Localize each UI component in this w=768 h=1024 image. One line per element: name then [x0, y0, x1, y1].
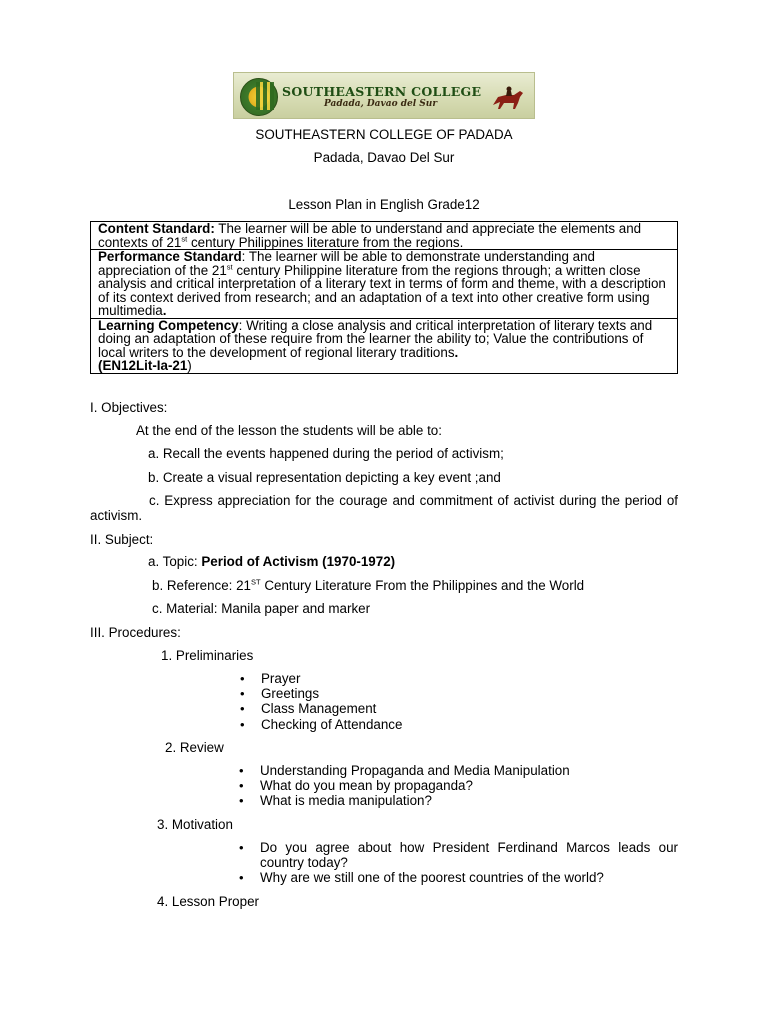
learning-competency-label: Learning Competency [98, 317, 239, 333]
list-item: • Understanding Propaganda and Media Manipulation [239, 763, 570, 778]
content-standard-text-end: century Philippines literature from the regions. [187, 234, 464, 250]
performance-standard-label: Performance Standard [98, 249, 242, 264]
horse-rider-icon [490, 83, 526, 111]
standards-table [90, 221, 678, 374]
performance-standard-text: : The learner will be able to demonstrate understanding and appreciation of the 21 [98, 249, 595, 278]
performance-standard-period: . [162, 303, 167, 318]
motivation-title: 3. Motivation [157, 817, 233, 832]
subject-heading: II. Subject: [90, 532, 154, 547]
banner-title: SOUTHEASTERN COLLEGE [282, 84, 482, 99]
learning-competency-period: . [454, 344, 459, 360]
subject-material: c. Material: Manila paper and marker [152, 601, 371, 616]
objective-a: a. Recall the events happened during the period of activism; [148, 446, 504, 461]
content-standard-text: The learner will be able to understand and appreciate the elements and contexts of 21 [98, 221, 642, 250]
list-item: • What do you mean by propaganda? [239, 778, 570, 793]
performance-standard-cell [91, 250, 677, 319]
motivation-list [239, 840, 678, 886]
list-item: • Class Management [240, 701, 402, 716]
topic-label: a. Topic: [148, 554, 202, 569]
performance-standard-text-end: century Philippine literature from the regions through; a written close analysis and critical interpretation of a literary text in terms of form and theme, with a description of its context derived from research; and an adaptation of a text into other creative form using multimedia [98, 262, 666, 318]
list-item: • Do you agree about how President Ferdinand Marcos leads our country today? [239, 840, 678, 870]
learning-competency-close: ) [187, 358, 192, 373]
learning-competency-text: : Writing a close analysis and critical interpretation of literary texts and doing an adaptation of these require from the learner the ability to; Value the contributions of local writers to the development of regional literary traditions [98, 317, 653, 360]
school-location: Padada, Davao Del Sur [313, 150, 455, 165]
objective-b: b. Create a visual representation depicting a key event ;and [148, 470, 501, 485]
preliminaries-list [240, 671, 402, 732]
content-standard-sup: st [181, 234, 188, 244]
subject-reference [152, 578, 584, 593]
content-standard-cell [91, 222, 677, 250]
objective-c: c. Express appreciation for the courage and commitment of activist during the period of activism. [90, 493, 678, 523]
reference-sup: ST [251, 577, 261, 587]
subject-topic [148, 554, 395, 569]
list-item: • Greetings [240, 686, 402, 701]
reference-label: b. Reference: 21 [152, 578, 252, 593]
preliminaries-title: 1. Preliminaries [161, 648, 254, 663]
performance-standard-sup: st [226, 262, 233, 272]
content-standard-label: Content Standard: [98, 221, 215, 236]
list-item: • Why are we still one of the poorest countries of the world? [239, 870, 678, 885]
list-item: • Prayer [240, 671, 402, 686]
learning-competency-code: (EN12Lit-Ia-21 [98, 358, 188, 373]
objectives-intro: At the end of the lesson the students will be able to: [136, 423, 442, 438]
review-title: 2. Review [165, 740, 224, 755]
procedures-heading: III. Procedures: [90, 625, 181, 640]
school-name: SOUTHEASTERN COLLEGE OF PADADA [255, 127, 513, 142]
learning-competency-cell [91, 319, 677, 373]
reference-text: Century Literature From the Philippines and the World [260, 578, 585, 593]
list-item: • What is media manipulation? [239, 793, 570, 808]
review-list [239, 763, 570, 809]
lesson-title: Lesson Plan in English Grade12 [288, 197, 480, 212]
lesson-proper-title: 4. Lesson Proper [157, 894, 259, 909]
topic-value: Period of Activism (1970-1972) [201, 554, 396, 569]
banner-subtitle: Padada, Davao del Sur [324, 99, 438, 109]
objectives-heading: I. Objectives: [90, 400, 168, 415]
flag-stripes-icon [256, 82, 274, 110]
list-item: • Checking of Attendance [240, 717, 402, 732]
college-banner-logo [233, 72, 535, 119]
